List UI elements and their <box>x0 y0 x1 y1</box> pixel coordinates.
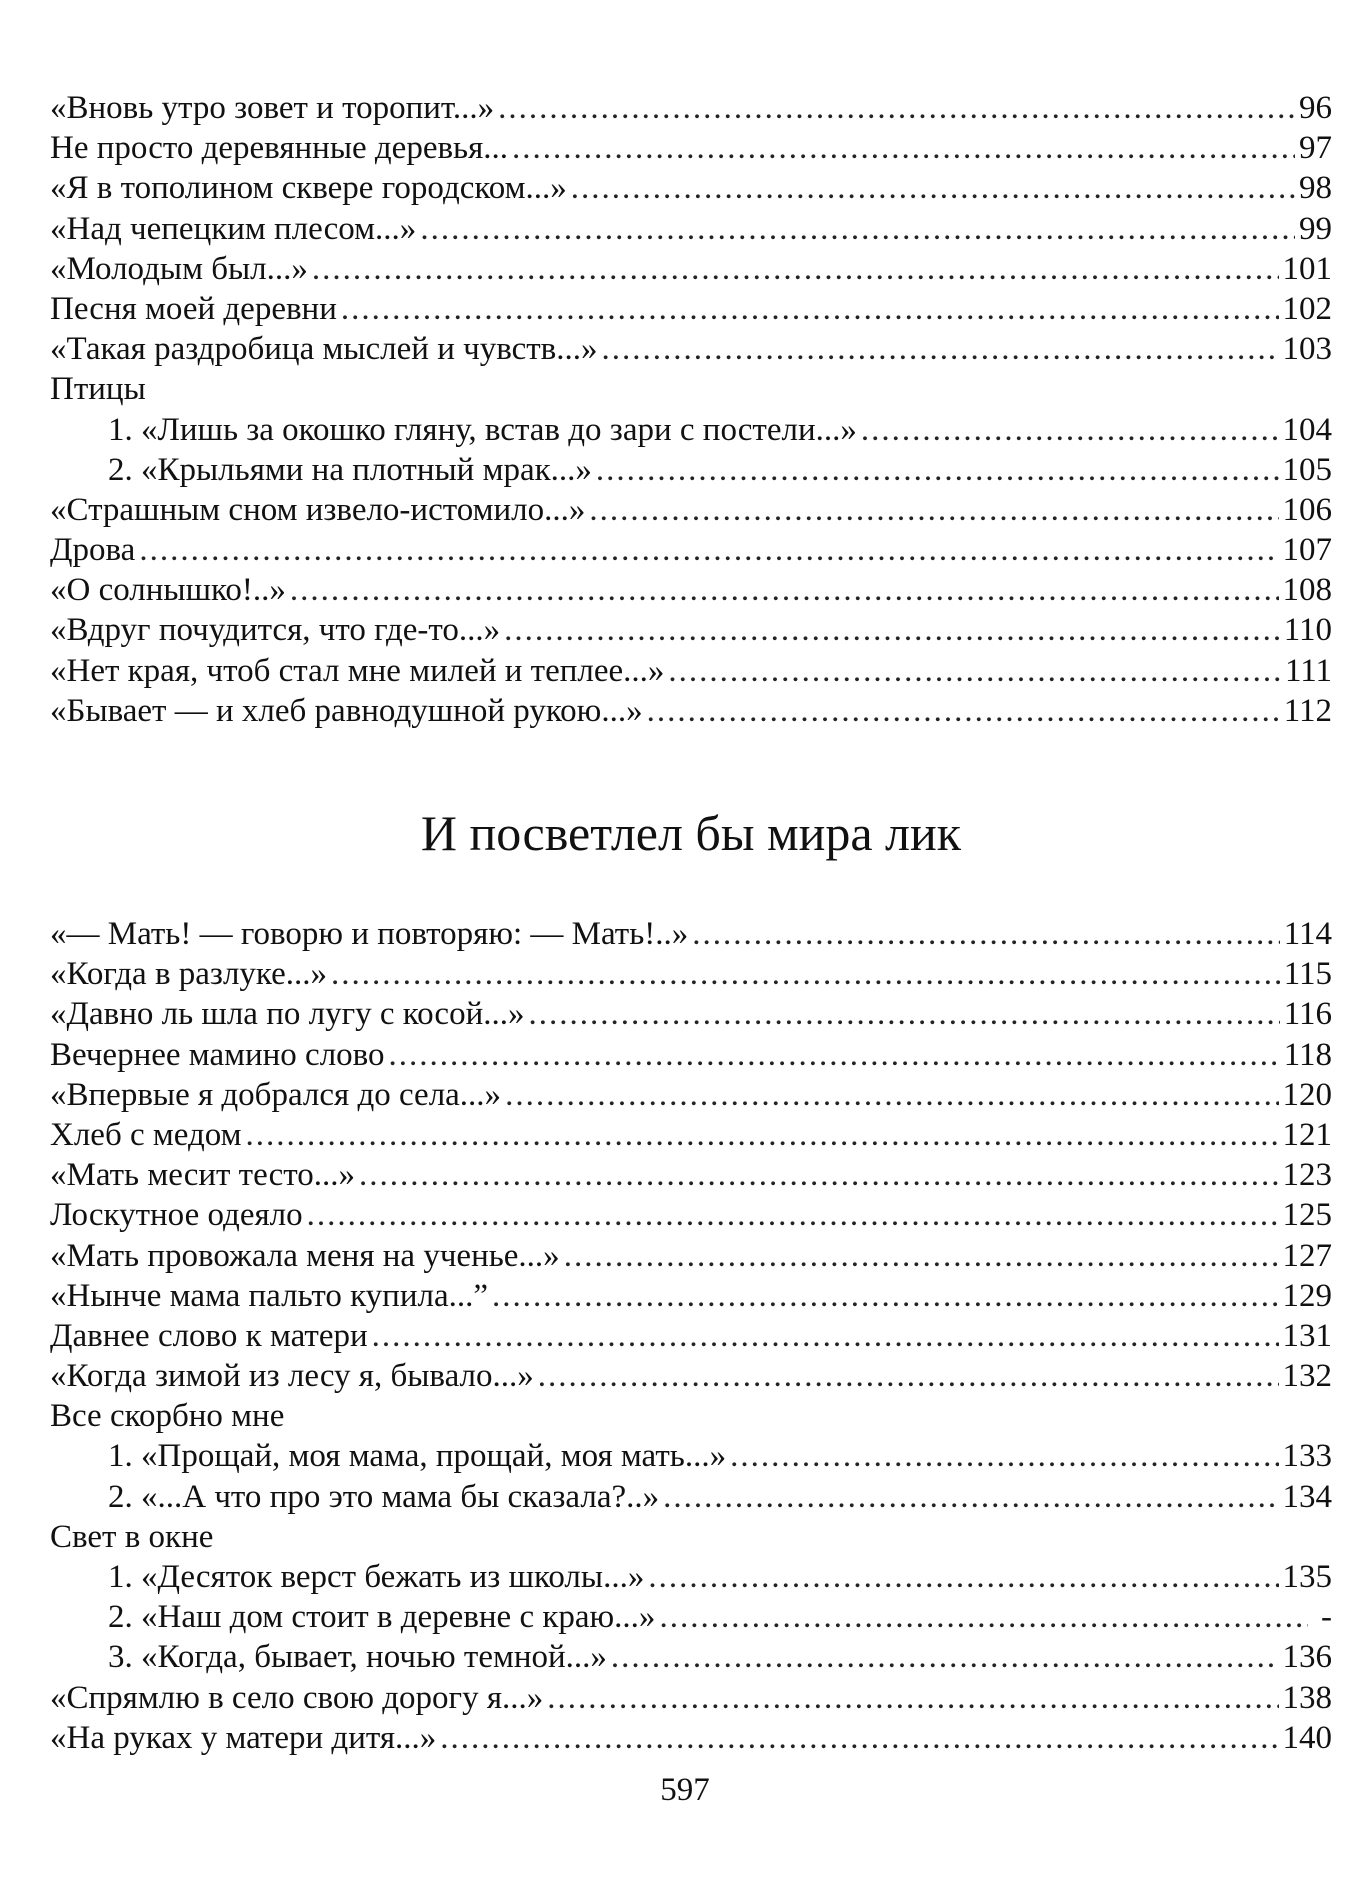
toc-leader-dots <box>692 914 1279 954</box>
toc-entry-title: 1. «Десяток верст бежать из школы...» <box>108 1559 645 1595</box>
toc-leader-dots <box>440 1718 1278 1758</box>
toc-entry-title: «О солнышко!..» <box>50 572 286 609</box>
toc-leader-dots <box>420 209 1295 249</box>
toc-entry <box>50 1637 1332 1677</box>
toc-entry <box>50 88 1332 128</box>
toc-entry <box>50 530 1332 570</box>
toc-list-bottom <box>50 914 1332 1758</box>
toc-leader-dots <box>564 1236 1279 1276</box>
toc-entry-page: 127 <box>1282 1237 1332 1274</box>
toc-leader-dots <box>611 1637 1279 1677</box>
toc-leader-dots <box>512 128 1295 168</box>
toc-leader-dots <box>663 1477 1278 1517</box>
toc-entry-title: 3. «Когда, бывает, ночью темной...» <box>108 1639 607 1676</box>
toc-entry-title: Вечернее мамино слово <box>50 1036 385 1073</box>
toc-entry-page: 97 <box>1299 130 1332 167</box>
toc-entry-page: 118 <box>1283 1036 1332 1073</box>
toc-entry <box>50 209 1332 249</box>
toc-entry-title: Лоскутное одеяло <box>50 1197 303 1234</box>
toc-leader-dots <box>547 1678 1278 1718</box>
toc-entry-page: 134 <box>1282 1478 1332 1515</box>
toc-entry <box>50 168 1332 208</box>
toc-entry-title: Дрова <box>50 532 136 569</box>
toc-entry-page: 106 <box>1282 491 1332 528</box>
toc-entry <box>50 450 1332 490</box>
toc-entry <box>50 994 1332 1034</box>
toc-entry <box>50 1276 1332 1316</box>
toc-entry-title: «Вдруг почудится, что где-то...» <box>50 612 501 649</box>
toc-entry <box>50 1718 1332 1758</box>
toc-leader-dots <box>596 450 1279 490</box>
toc-leader-dots <box>861 410 1279 450</box>
toc-entry <box>50 914 1332 954</box>
toc-entry-page: 125 <box>1282 1197 1332 1234</box>
toc-leader-dots <box>331 954 1280 994</box>
toc-leader-dots <box>538 1356 1279 1396</box>
toc-leader-dots <box>359 1155 1279 1195</box>
toc-entry-title: «Когда зимой из лесу я, бывало...» <box>50 1358 534 1395</box>
toc-entry-page: 104 <box>1282 411 1332 448</box>
toc-leader-dots <box>648 1557 1278 1597</box>
toc-entry <box>50 1436 1332 1476</box>
toc-entry-title: «Такая раздробица мыслей и чувств...» <box>50 331 598 368</box>
toc-leader-dots <box>307 1195 1279 1235</box>
toc-entry-page: 123 <box>1282 1157 1332 1194</box>
toc-leader-dots <box>389 1035 1280 1075</box>
toc-entry <box>50 1035 1332 1075</box>
toc-entry-page: 101 <box>1282 250 1332 287</box>
toc-entry-title: Песня моей деревни <box>50 290 337 327</box>
toc-entry-page: 112 <box>1283 692 1332 729</box>
toc-leader-dots <box>668 651 1281 691</box>
toc-entry <box>50 1115 1332 1155</box>
toc-entry-title: «Впервые я добрался до села...» <box>50 1076 502 1113</box>
toc-leader-dots <box>246 1115 1279 1155</box>
toc-entry-page: 98 <box>1299 170 1332 207</box>
toc-entry <box>50 490 1332 530</box>
toc-entry-title: «На руках у матери дитя...» <box>50 1719 437 1756</box>
toc-entry <box>50 329 1332 369</box>
toc-leader-dots <box>647 691 1280 731</box>
toc-leader-dots <box>730 1436 1278 1476</box>
toc-entry-page: 136 <box>1282 1639 1332 1676</box>
toc-group-heading <box>50 369 1332 409</box>
toc-leader-dots <box>571 168 1295 208</box>
toc-entry-title: «Нет края, чтоб стал мне милей и теплее...» <box>50 652 665 689</box>
toc-entry <box>50 1678 1332 1718</box>
toc-entry-title: «Молодым был...» <box>50 250 308 287</box>
toc-entry-title: «Когда в разлуке...» <box>50 956 328 993</box>
toc-entry-page: 108 <box>1282 572 1332 609</box>
toc-entry <box>50 1316 1332 1356</box>
toc-entry-page: 116 <box>1283 996 1332 1033</box>
toc-entry-page: 114 <box>1283 916 1332 952</box>
toc-entry <box>50 249 1332 289</box>
toc-entry-title: 2. «Крыльями на плотный мрак...» <box>108 451 592 488</box>
toc-entry-page: 120 <box>1282 1076 1332 1113</box>
toc-entry <box>50 1155 1332 1195</box>
toc-leader-dots <box>372 1316 1279 1356</box>
toc-entry-page: 110 <box>1283 612 1332 649</box>
toc-leader-dots <box>529 994 1280 1034</box>
toc-leader-dots <box>290 570 1279 610</box>
toc-entry-title: «Мать провожала меня на ученье...» <box>50 1237 560 1274</box>
toc-entry-title: «Вновь утро зовет и торопит...» <box>50 90 495 126</box>
toc-entry-title: «Бывает — и хлеб равнодушной рукою...» <box>50 692 643 729</box>
toc-entry <box>50 691 1332 731</box>
toc-group-heading <box>50 1517 1332 1557</box>
toc-leader-dots <box>492 1276 1278 1316</box>
toc-leader-dots <box>505 1075 1278 1115</box>
toc-leader-dots <box>498 88 1295 128</box>
toc-entry-page: 111 <box>1284 652 1332 689</box>
toc-leader-dots <box>312 249 1279 289</box>
toc-entry-page: 133 <box>1282 1438 1332 1475</box>
toc-entry-page: 132 <box>1282 1358 1332 1395</box>
toc-entry-page: 96 <box>1299 90 1332 126</box>
toc-entry-title: «Над чепецким плесом...» <box>50 210 417 247</box>
toc-entry <box>50 651 1332 691</box>
toc-leader-dots <box>341 289 1279 329</box>
toc-entry-page: 103 <box>1282 331 1332 368</box>
toc-group-heading <box>50 1396 1332 1436</box>
toc-entry-title: «Мать месит тесто...» <box>50 1157 355 1194</box>
toc-entry-page: 131 <box>1282 1317 1332 1354</box>
toc-entry-title: 1. «Прощай, моя мама, прощай, моя мать...» <box>108 1438 727 1475</box>
toc-entry-page: 102 <box>1282 290 1332 327</box>
toc-list-top <box>50 88 1332 731</box>
toc-entry-title: «Давно ль шла по лугу с косой...» <box>50 996 525 1033</box>
document-page <box>50 88 1332 1758</box>
toc-entry-title: «Спрямлю в село свою дорогу я...» <box>50 1679 544 1716</box>
toc-entry-title: «— Мать! — говорю и повторяю: — Мать!..» <box>50 916 689 952</box>
toc-entry-page: 138 <box>1282 1679 1332 1716</box>
section-title: И посветлел бы мира лик <box>420 805 962 861</box>
toc-entry <box>50 1356 1332 1396</box>
toc-entry <box>50 289 1332 329</box>
toc-entry <box>50 1236 1332 1276</box>
toc-entry-title: Хлеб с медом <box>50 1116 242 1153</box>
toc-entry-title: «Я в тополином сквере городском...» <box>50 170 567 207</box>
toc-entry-title: Не просто деревянные деревья... <box>50 130 509 167</box>
toc-leader-dots <box>504 610 1280 650</box>
toc-entry-title: Давнее слово к матери <box>50 1317 368 1354</box>
toc-entry-page: 140 <box>1282 1719 1332 1756</box>
toc-entry-title: «Страшным сном извело-истомило...» <box>50 491 586 528</box>
toc-leader-dots <box>602 329 1279 369</box>
toc-entry <box>50 410 1332 450</box>
toc-entry <box>50 1557 1332 1597</box>
toc-entry-title: 2. «Наш дом стоит в деревне с краю...» <box>108 1599 656 1636</box>
toc-entry-title: 1. «Лишь за окошко гляну, встав до зари с постели...» <box>108 411 857 448</box>
toc-leader-dots <box>139 530 1278 570</box>
toc-entry-page: 105 <box>1282 451 1332 488</box>
page-number: 597 <box>660 1772 710 1808</box>
toc-entry <box>50 1195 1332 1235</box>
toc-entry-page: - <box>1321 1599 1332 1636</box>
toc-entry-page: 129 <box>1282 1277 1332 1314</box>
toc-entry <box>50 610 1332 650</box>
toc-entry-page: 99 <box>1299 210 1332 247</box>
toc-entry <box>50 128 1332 168</box>
toc-entry <box>50 1477 1332 1517</box>
toc-entry-title: 2. «...А что про это мама бы сказала?..» <box>108 1478 660 1515</box>
toc-entry-title: Свет в окне <box>50 1518 214 1555</box>
toc-entry <box>50 954 1332 994</box>
toc-entry <box>50 1075 1332 1115</box>
toc-entry <box>50 1597 1332 1637</box>
toc-entry-title: Все скорбно мне <box>50 1398 285 1435</box>
toc-leader-dots <box>589 490 1278 530</box>
toc-leader-dots <box>659 1597 1308 1637</box>
toc-entry <box>50 570 1332 610</box>
toc-entry-page: 135 <box>1282 1559 1332 1595</box>
toc-entry-title: Птицы <box>50 371 146 408</box>
toc-entry-page: 107 <box>1282 532 1332 569</box>
toc-entry-title: «Нынче мама пальто купила...” <box>50 1277 489 1314</box>
toc-entry-page: 115 <box>1283 956 1332 993</box>
toc-entry-page: 121 <box>1282 1116 1332 1153</box>
